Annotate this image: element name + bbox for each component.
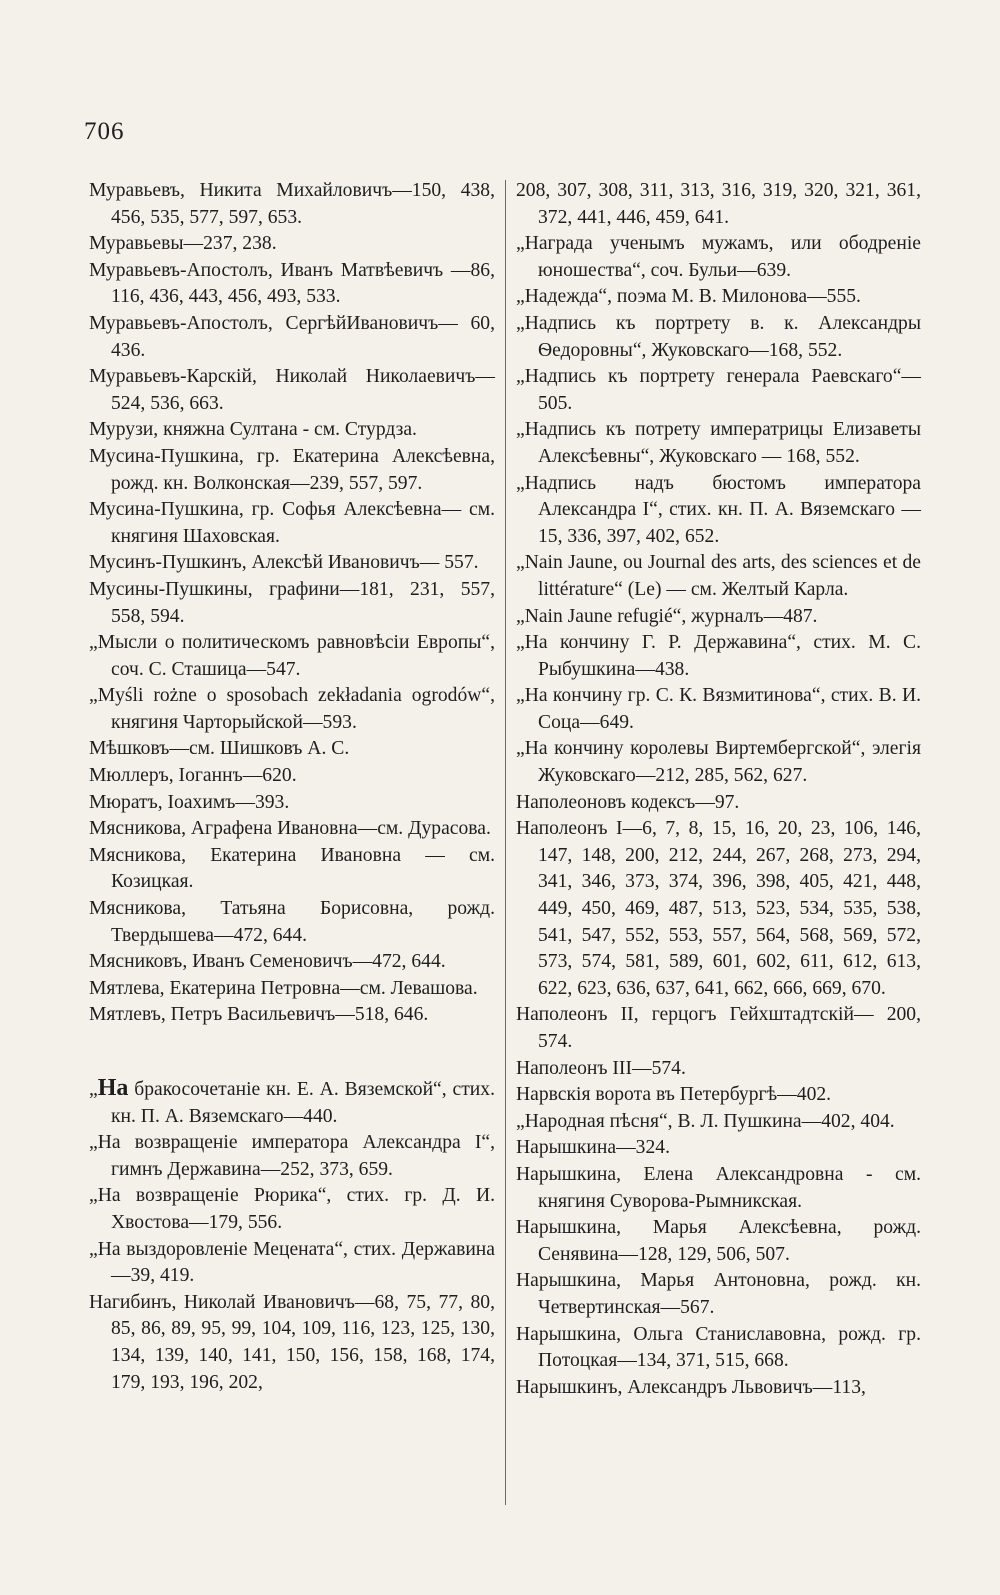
section-gap xyxy=(89,1029,495,1075)
left-column-entries-b xyxy=(89,1130,495,1396)
index-entry: „Мысли о политическомъ равновѣсіи Европы“, соч. С. Сташица—547. xyxy=(89,632,495,680)
index-entry: 208, 307, 308, 311, 313, 316, 319, 320, 321, 361, 372, 441, 446, 459, 641. xyxy=(516,180,921,228)
index-entry: Мятлева, Екатерина Петровна—см. Левашова. xyxy=(89,977,478,999)
page-number: 706 xyxy=(84,118,125,145)
column-divider xyxy=(505,180,506,1505)
index-entry: Муравьевъ-Апостолъ, Иванъ Матвѣевичъ —86, 116, 436, 443, 456, 493, 533. xyxy=(89,259,495,308)
index-entry: „На кончину королевы Виртембергской“, элегія Жуковскаго—212, 285, 562, 627. xyxy=(516,738,921,787)
index-entry: Муравьевы—237, 238. xyxy=(89,233,277,255)
right-column xyxy=(516,178,921,1401)
index-entry: „На выздоровленіе Мецената“, стих. Державина—39, 419. xyxy=(89,1238,495,1287)
opening-quote: „ xyxy=(89,1079,98,1100)
index-entry: „Myśli rożne o sposobach zekładania ogrodów“, княгиня Чарторыйской—593. xyxy=(89,685,495,733)
index-entry: Нарышкина, Марья Алексѣевна, рожд. Сенявина—128, 129, 506, 507. xyxy=(516,1217,921,1265)
index-entry: Наполеонъ III—574. xyxy=(516,1057,686,1079)
index-entry: Мурузи, княжна Султана - см. Стурдза. xyxy=(89,419,417,441)
index-entry: „На кончину гр. С. К. Вязмитинова“, стих. В. И. Соца—649. xyxy=(516,685,921,733)
left-column-entries-a xyxy=(89,178,495,1029)
dropcap-letter: На xyxy=(97,1075,129,1101)
index-entry: Мясникова, Екатерина Ивановна — см. Козицкая. xyxy=(89,844,495,893)
index-entry: Наполеоновъ кодексъ—97. xyxy=(516,791,740,813)
dropcap-entry-text: бракосочетаніе кн. Е. А. Вяземской“, стих. кн. П. А. Вяземскаго—440. xyxy=(111,1079,495,1127)
index-entry: Нарышкина—324. xyxy=(516,1137,670,1159)
index-entry: Мясникова, Аграфена Ивановна—см. Дурасова. xyxy=(89,818,491,840)
index-entry: „Награда ученымъ мужамъ, или ободреніе юношества“, соч. Бульи—639. xyxy=(516,233,921,281)
index-entry: Мясникова, Татьяна Борисовна, рожд. Твердышева—472, 644. xyxy=(89,898,495,946)
index-entry: „Надпись къ потрету императрицы Елизаветы Алексѣевны“, Жуковскаго — 168, 552. xyxy=(516,419,921,467)
index-entry: Мусина-Пушкина, гр. Софья Алексѣевна— см. княгиня Шаховская. xyxy=(89,499,495,547)
index-entry: Наполеонъ I—6, 7, 8, 15, 16, 20, 23, 106, 146, 147, 148, 200, 212, 244, 267, 268, 273, 294, 341, 346, 373, 374, 396, 398, 405, 421, 448, 449, 450, 469, 487, 513, 523, 534, 535, 538, 541, 547, 552, 553, 557, 564, 568, 569, 572, 573, 574, 581, 589, 601, 602, 611, 612, 613, 622, 623, 636, 637, 641, 662, 666, 669, 670. xyxy=(516,818,921,999)
index-entry-dropcap xyxy=(89,1075,495,1130)
index-entry: „На возвращеніе императора Александра I“, гимнъ Державина—252, 373, 659. xyxy=(89,1132,495,1180)
index-entry: Мусины-Пушкины, графини—181, 231, 557, 558, 594. xyxy=(89,578,495,627)
index-entry: „Надпись къ портрету генерала Раевскаго“—505. xyxy=(516,366,921,414)
right-column-entries xyxy=(516,178,921,1401)
left-column xyxy=(89,178,495,1396)
index-entry: Мюратъ, Іоахимъ—393. xyxy=(89,791,290,813)
index-entry: Мѣшковъ—см. Шишковъ А. С. xyxy=(89,738,350,760)
index-entry: „Nain Jaune refugié“, журналъ—487. xyxy=(516,605,818,627)
index-entry: Мусина-Пушкина, гр. Екатерина Алексѣевна, рожд. кн. Волконская—239, 557, 597. xyxy=(89,445,495,494)
index-entry: „Надежда“, поэма М. В. Милонова—555. xyxy=(516,286,861,308)
index-entry: „На кончину Г. Р. Державина“, стих. М. С. Рыбушкина—438. xyxy=(516,632,921,680)
index-entry: „Nain Jaune, ou Journal des arts, des sciences et de littérature“ (Le) — см. Желтый Карла. xyxy=(516,552,921,600)
index-entry: „Надпись къ портрету в. к. Александры Ѳедоровны“, Жуковскаго—168, 552. xyxy=(516,312,921,361)
index-entry: Нарышкина, Ольга Станиславовна, рожд. гр. Потоцкая—134, 371, 515, 668. xyxy=(516,1323,921,1372)
index-entry: Мусинъ-Пушкинъ, Алексѣй Ивановичъ— 557. xyxy=(89,552,479,574)
index-entry: „Надпись надъ бюстомъ императора Александра I“, стих. кн. П. А. Вяземскаго —15, 336, 397, 402, 652. xyxy=(516,472,921,547)
index-entry: „Народная пѣсня“, В. Л. Пушкина—402, 404. xyxy=(516,1110,895,1132)
index-entry: Нарышкина, Елена Александровна - см. княгиня Суворова-Рымникская. xyxy=(516,1163,921,1212)
index-entry: Нарышкина, Марья Антоновна, рожд. кн. Четвертинская—567. xyxy=(516,1270,921,1318)
index-entry: Нарышкинъ, Александръ Львовичъ—113, xyxy=(516,1376,866,1398)
index-entry: Мятлевъ, Петръ Васильевичъ—518, 646. xyxy=(89,1004,429,1026)
index-entry: Нагибинъ, Николай Ивановичъ—68, 75, 77, 80, 85, 86, 89, 95, 99, 104, 109, 116, 123, 125, 130, 134, 139, 140, 141, 150, 156, 158, 168, 174, 179, 193, 196, 202, xyxy=(89,1291,495,1393)
index-entry: Наполеонъ II, герцогъ Гейхштадтскій— 200, 574. xyxy=(516,1004,921,1052)
index-entry: Муравьевъ-Апостолъ, СергѣйИвановичъ— 60, 436. xyxy=(89,312,495,361)
index-entry: Нарвскія ворота въ Петербургѣ—402. xyxy=(516,1084,832,1106)
index-entry: Мясниковъ, Иванъ Семеновичъ—472, 644. xyxy=(89,951,446,973)
index-entry: Мюллеръ, Іоганнъ—620. xyxy=(89,765,297,787)
index-entry: Муравьевъ, Никита Михайловичъ—150, 438, 456, 535, 577, 597, 653. xyxy=(89,180,495,228)
index-entry: „На возвращеніе Рюрика“, стих. гр. Д. И. Хвостова—179, 556. xyxy=(89,1185,495,1233)
index-entry: Муравьевъ-Карскій, Николай Николаевичъ—524, 536, 663. xyxy=(89,366,495,414)
